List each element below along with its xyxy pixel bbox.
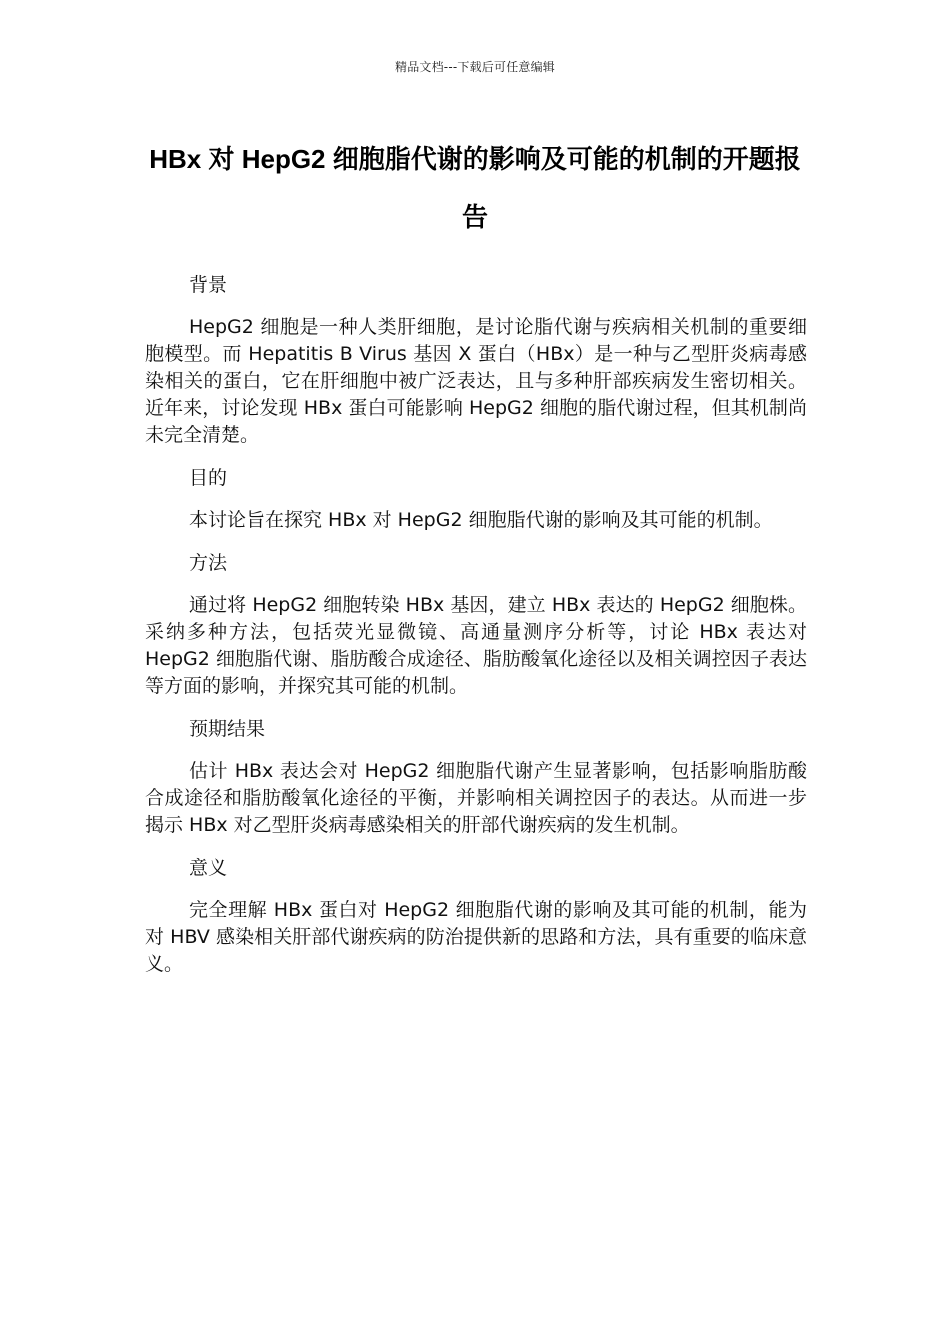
section-heading-objective: 目的 xyxy=(189,467,228,489)
section-paragraph-background: HepG2 细胞是一种人类肝细胞，是讨论脂代谢与疾病相关机制的重要细胞模型。而 Hepatitis B Virus 基因 X 蛋白（HBx）是一种与乙型肝炎病毒感染相关的蛋白，它在肝细胞中被广泛表达，且与多种肝部疾病发生密切相关。近年来，讨论发现 HBx 蛋白可能影响 HepG2 细胞的脂代谢过程，但其机制尚未完全清楚。 xyxy=(145,316,807,446)
section-heading-expected-results: 预期结果 xyxy=(189,718,266,740)
section-heading-significance: 意义 xyxy=(189,857,228,879)
header-note: 精品文档---下载后可任意编辑 xyxy=(395,60,555,74)
section-paragraph-methods: 通过将 HepG2 细胞转染 HBx 基因，建立 HBx 表达的 HepG2 细胞株。采纳多种方法，包括荧光显微镜、高通量测序分析等，讨论 HBx 表达对 HepG2 细胞脂代谢、脂肪酸合成途径、脂肪酸氧化途径以及相关调控因子表达等方面的影响，并探究其可能的机制。 xyxy=(145,594,807,697)
section-heading-methods: 方法 xyxy=(189,552,228,574)
document-body xyxy=(145,270,807,992)
section-heading-background: 背景 xyxy=(189,274,228,296)
section-paragraph-expected-results: 估计 HBx 表达会对 HepG2 细胞脂代谢产生显著影响，包括影响脂肪酸合成途径和脂肪酸氧化途径的平衡，并影响相关调控因子的表达。从而进一步揭示 HBx 对乙型肝炎病毒感染相关的肝部代谢疾病的发生机制。 xyxy=(145,760,807,836)
document-title: HBx 对 HepG2 细胞脂代谢的影响及可能的机制的开题报告 xyxy=(149,144,801,232)
section-paragraph-objective: 本讨论旨在探究 HBx 对 HepG2 细胞脂代谢的影响及其可能的机制。 xyxy=(189,509,773,531)
section-paragraph-significance: 完全理解 HBx 蛋白对 HepG2 细胞脂代谢的影响及其可能的机制，能为对 HBV 感染相关肝部代谢疾病的防治提供新的思路和方法，具有重要的临床意义。 xyxy=(145,899,807,975)
